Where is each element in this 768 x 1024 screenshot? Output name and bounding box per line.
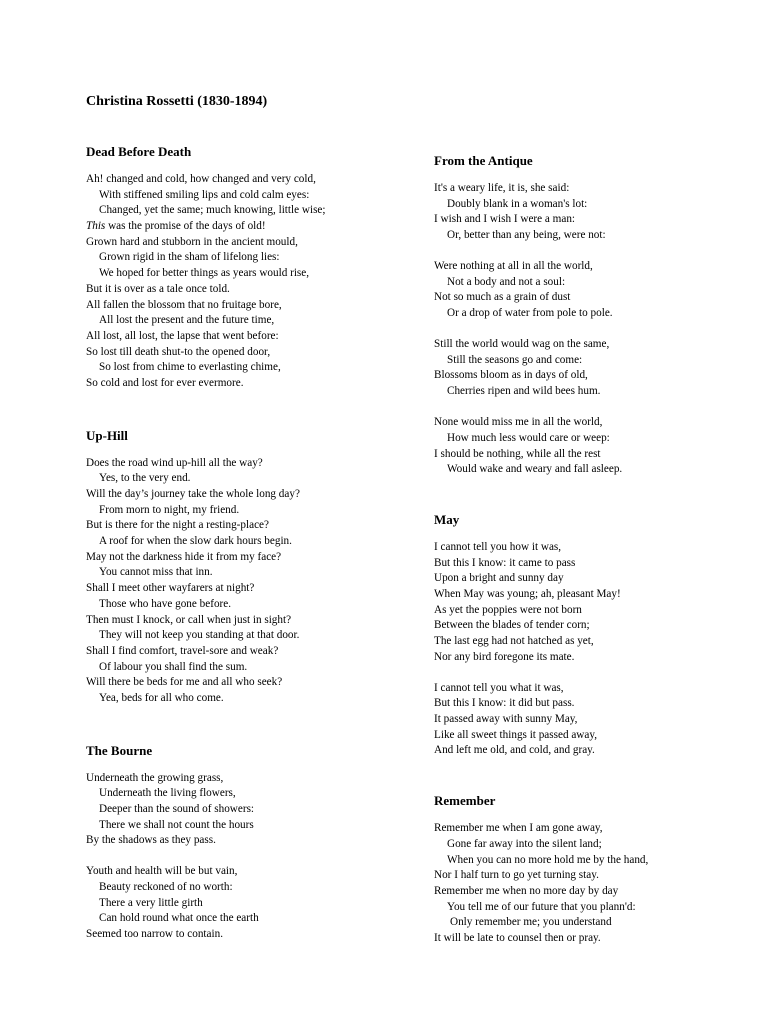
poem-the-bourne: [86, 742, 416, 943]
poem-line: I cannot tell you what it was,: [434, 681, 564, 694]
poem-line: Grown hard and stubborn in the ancient mould,: [86, 235, 298, 248]
poem-line: Changed, yet the same; much knowing, little wise;: [99, 204, 326, 217]
poem-line: Like all sweet things it passed away,: [434, 728, 598, 741]
poem-line: There a very little girth: [99, 896, 203, 909]
poem-line: Cherries ripen and wild bees hum.: [447, 385, 601, 398]
poem-title: May: [434, 511, 460, 527]
poem-line: By the shadows as they pass.: [86, 834, 216, 847]
poem-line: Of labour you shall find the sum.: [99, 660, 248, 673]
poem-up-hill: [86, 427, 416, 707]
poem-line: Shall I find comfort, travel-sore and weak?: [86, 644, 279, 657]
poem-line: I wish and I wish I were a man:: [434, 213, 576, 226]
poem-line: Remember me when I am gone away,: [434, 822, 603, 835]
poem-line: Shall I meet other wayfarers at night?: [86, 582, 255, 595]
poem-line: I should be nothing, while all the rest: [434, 447, 601, 460]
poem-line: Nor any bird foregone its mate.: [434, 650, 575, 663]
poem-line: Would wake and weary and fall asleep.: [447, 463, 623, 476]
poem-line: Those who have gone before.: [99, 597, 232, 610]
poem-title: From the Antique: [434, 153, 533, 168]
poem-line: All lost the present and the future time,: [99, 314, 275, 327]
poem-line: How much less would care or weep:: [447, 431, 610, 444]
poem-line: So cold and lost for ever evermore.: [86, 376, 244, 389]
stanza-break: [434, 400, 764, 415]
poem-line: But is there for the night a resting-place?: [86, 519, 269, 532]
poem-line: It passed away with sunny May,: [434, 713, 578, 726]
poem-from-the-antique: [434, 152, 764, 478]
poem-line: You cannot miss that inn.: [99, 566, 213, 579]
poem-body: [434, 821, 764, 947]
poem-line: It's a weary life, it is, she said:: [434, 182, 570, 194]
poem-line: Will the day’s journey take the whole long day?: [86, 488, 300, 500]
poem-line: But it is over as a tale once told.: [86, 282, 230, 295]
poem-line: Yes, to the very end.: [99, 472, 191, 485]
poem-line: With stiffened smiling lips and cold calm eyes:: [99, 188, 310, 201]
poem-body: [86, 172, 416, 392]
poem-line: Only remember me; you understand: [450, 916, 612, 929]
poem-body: [434, 181, 764, 478]
poem-title: Dead Before Death: [86, 144, 192, 159]
poem-line: Doubly blank in a woman's lot:: [447, 197, 588, 210]
poem-line: Does the road wind up-hill all the way?: [86, 456, 263, 469]
author-heading: Christina Rossetti (1830-1894): [86, 94, 268, 109]
poem-line: But this I know: it did but pass.: [434, 697, 575, 710]
italic-word: This: [86, 220, 106, 233]
poem-line: The last egg had not hatched as yet,: [434, 635, 594, 648]
poem-line: Underneath the growing grass,: [86, 771, 224, 784]
poem-line: Deeper than the sound of showers:: [99, 803, 255, 815]
poem-line: Will there be beds for me and all who seek?: [86, 676, 283, 689]
poem-line: All lost, all lost, the lapse that went before:: [86, 329, 279, 342]
stanza-break: [434, 665, 764, 680]
stanza-break: [434, 322, 764, 337]
poem-line: Or a drop of water from pole to pole.: [447, 307, 613, 320]
poem-line: None would miss me in all the world,: [434, 416, 603, 429]
poem-line: Upon a bright and sunny day: [434, 572, 564, 585]
poem-line: It will be late to counsel then or pray.: [434, 931, 601, 944]
poem-line: Nor I half turn to go yet turning stay.: [434, 869, 599, 882]
poem-line: A roof for when the slow dark hours begin.: [99, 535, 292, 548]
line-rest: was the promise of the days of old!: [105, 220, 266, 233]
poem-line: Underneath the living flowers,: [99, 787, 236, 800]
stanza-break: [434, 244, 764, 259]
stanza-break: [86, 849, 416, 864]
poem-line: And left me old, and cold, and gray.: [434, 744, 595, 757]
poem-body: [434, 540, 764, 759]
poem-title: Remember: [434, 793, 496, 809]
poem-line: We hoped for better things as years would rise,: [99, 267, 310, 280]
poem-line: All fallen the blossom that no fruitage bore,: [86, 298, 282, 311]
poem-line: When you can no more hold me by the hand,: [447, 853, 649, 866]
right-column: [434, 152, 764, 980]
poem-line: Still the world would wag on the same,: [434, 338, 610, 351]
poem-line: I cannot tell you how it was,: [434, 540, 562, 553]
poem-line: Blossoms bloom as in days of old,: [434, 369, 588, 382]
poem-line: Or, better than any being, were not:: [447, 229, 606, 242]
poem-body: [86, 456, 416, 707]
poem-title: The Bourne: [86, 742, 153, 758]
poem-body: [86, 771, 416, 943]
poem-line: Yea, beds for all who come.: [99, 691, 224, 704]
poem-line: Youth and health will be but vain,: [86, 865, 238, 878]
poem-line: From morn to night, my friend.: [99, 503, 240, 516]
poem-line: So lost from chime to everlasting chime,: [99, 361, 281, 374]
poem-dead-before-death: [86, 143, 416, 392]
poem-line: Still the seasons go and come:: [447, 353, 583, 366]
poem-line: They will not keep you standing at that door.: [99, 629, 300, 642]
poem-line: Not a body and not a soul:: [447, 275, 566, 288]
poem-line: Then must I knock, or call when just in sight?: [86, 613, 292, 626]
poem-line: Grown rigid in the sham of lifelong lies:: [99, 251, 280, 264]
poem-line: There we shall not count the hours: [99, 818, 254, 831]
poem-line: When May was young; ah, pleasant May!: [434, 587, 621, 600]
poem-line: Ah! changed and cold, how changed and very cold,: [86, 173, 316, 185]
poem-line: May not the darkness hide it from my face?: [86, 550, 282, 563]
poem-line: Can hold round what once the earth: [99, 912, 259, 925]
left-column: [86, 143, 416, 978]
poem-line: You tell me of our future that you plann'd:: [447, 900, 636, 913]
poem-line: Were nothing at all in all the world,: [434, 260, 593, 273]
poem-line: Beauty reckoned of no worth:: [99, 881, 233, 894]
poem-line: As yet the poppies were not born: [434, 603, 582, 616]
poem-title: Up-Hill: [86, 427, 128, 443]
poem-line: So lost till death shut-to the opened door,: [86, 345, 271, 358]
poem-line: Not so much as a grain of dust: [434, 291, 571, 304]
poem-line: Gone far away into the silent land;: [447, 837, 602, 850]
poem-line: But this I know: it came to pass: [434, 556, 576, 569]
poem-line: Remember me when no more day by day: [434, 884, 619, 897]
poem-remember: [434, 792, 764, 947]
poem-line: [86, 219, 416, 235]
poem-line: Between the blades of tender corn;: [434, 619, 590, 632]
poem-line: Seemed too narrow to contain.: [86, 928, 224, 941]
poem-may: [434, 511, 764, 759]
